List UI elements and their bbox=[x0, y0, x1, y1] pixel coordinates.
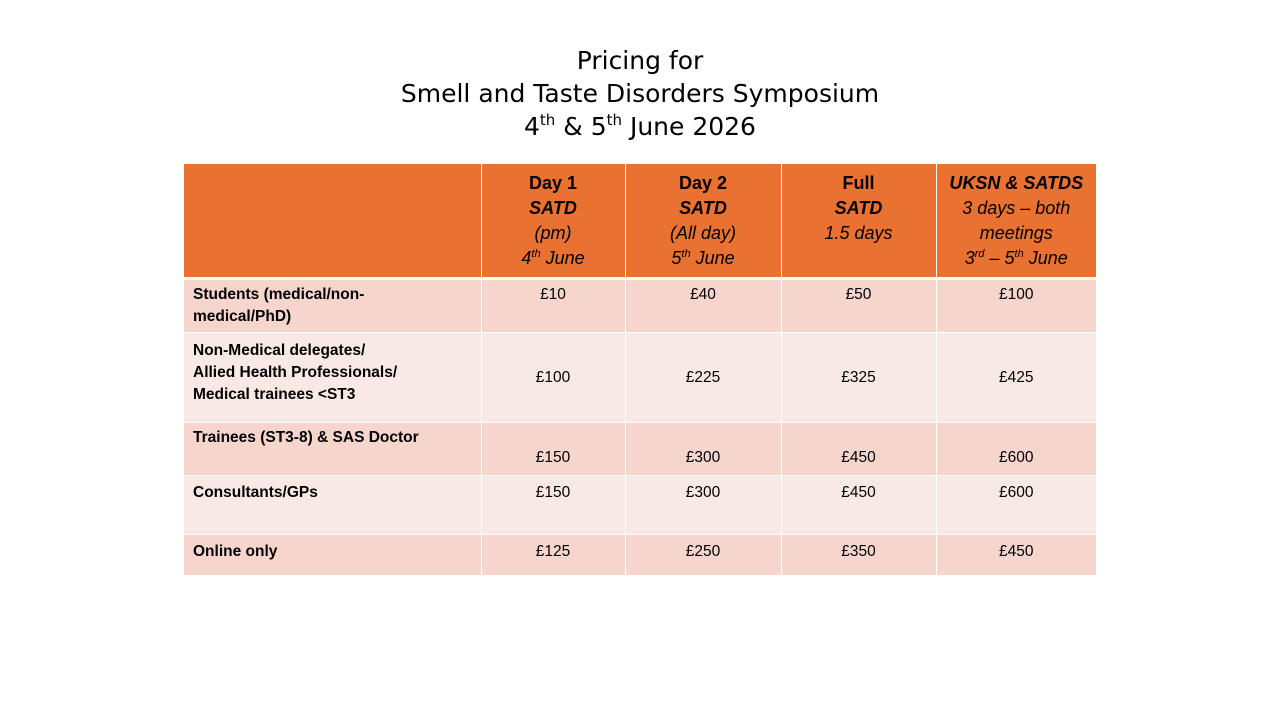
header-combined-date-month: June bbox=[1023, 248, 1068, 268]
price-cell: £425 bbox=[936, 333, 1096, 423]
price-cell: £50 bbox=[781, 279, 936, 333]
row-label-line: Students (medical/non- bbox=[193, 286, 365, 303]
row-label-line: Medical trainees <ST3 bbox=[193, 386, 356, 403]
header-day2-date-month: June bbox=[690, 248, 735, 268]
header-full-title: Full bbox=[842, 173, 875, 193]
header-combined-title: UKSN & SATDS bbox=[949, 173, 1084, 193]
header-cell-empty bbox=[184, 164, 481, 279]
row-label-online bbox=[184, 535, 481, 576]
row-label-students bbox=[184, 279, 481, 333]
price-cell: £325 bbox=[781, 333, 936, 423]
header-day1-date bbox=[486, 246, 621, 271]
price-cell: £150 bbox=[481, 423, 625, 476]
pricing-table bbox=[184, 164, 1096, 576]
header-day1-session: (pm) bbox=[534, 223, 572, 243]
header-combined-date-suffix-2: th bbox=[1014, 248, 1024, 260]
row-label-line: Trainees (ST3-8) & SAS Doctor bbox=[193, 429, 419, 446]
price-cell: £40 bbox=[625, 279, 781, 333]
title-date-suffix-1: th bbox=[539, 111, 556, 129]
title-date-suffix-2: th bbox=[606, 111, 622, 129]
header-day2-event: SATD bbox=[679, 198, 727, 218]
table-row bbox=[184, 423, 1096, 476]
header-day2-date bbox=[630, 246, 777, 271]
table-row bbox=[184, 279, 1096, 333]
header-full-duration: 1.5 days bbox=[824, 223, 893, 243]
price-cell: £250 bbox=[625, 535, 781, 576]
row-label-line: Consultants/GPs bbox=[193, 484, 318, 501]
title-line-3 bbox=[0, 110, 1280, 143]
header-day1-date-num: 4 bbox=[521, 248, 532, 268]
header-combined-meetings: meetings bbox=[979, 223, 1053, 243]
header-day1-title: Day 1 bbox=[528, 173, 578, 193]
header-cell-combined bbox=[936, 164, 1096, 279]
row-label-line: Online only bbox=[193, 543, 278, 560]
header-day2-date-num: 5 bbox=[671, 248, 682, 268]
header-full-event: SATD bbox=[834, 198, 883, 218]
header-combined-date-end: – 5 bbox=[984, 248, 1015, 268]
header-combined-date-start: 3 bbox=[964, 248, 975, 268]
table-row bbox=[184, 535, 1096, 576]
header-row bbox=[184, 164, 1096, 279]
header-combined-dates bbox=[941, 246, 1093, 271]
header-combined-date-suffix-1: rd bbox=[974, 248, 985, 260]
row-label-line: Non-Medical delegates/ bbox=[193, 342, 366, 359]
price-cell: £100 bbox=[481, 333, 625, 423]
price-cell: £125 bbox=[481, 535, 625, 576]
price-cell: £300 bbox=[625, 476, 781, 535]
title-date-amp: & 5 bbox=[555, 112, 607, 141]
price-cell: £10 bbox=[481, 279, 625, 333]
header-combined-duration: 3 days – both bbox=[962, 198, 1071, 218]
row-label-line: medical/PhD) bbox=[193, 308, 292, 325]
table-row bbox=[184, 333, 1096, 423]
header-cell-full bbox=[781, 164, 936, 279]
price-cell: £225 bbox=[625, 333, 781, 423]
price-cell: £450 bbox=[781, 476, 936, 535]
page-title bbox=[0, 44, 1280, 143]
header-cell-day1 bbox=[481, 164, 625, 279]
price-cell: £450 bbox=[781, 423, 936, 476]
title-date-rest: June 2026 bbox=[622, 112, 756, 141]
header-cell-day2 bbox=[625, 164, 781, 279]
header-day2-date-suffix: th bbox=[681, 248, 691, 260]
row-label-line: Allied Health Professionals/ bbox=[193, 364, 398, 381]
row-label-non-medical bbox=[184, 333, 481, 423]
title-line-1: Pricing for bbox=[576, 46, 704, 75]
header-day1-event: SATD bbox=[529, 198, 577, 218]
price-cell: £100 bbox=[936, 279, 1096, 333]
price-cell: £350 bbox=[781, 535, 936, 576]
price-cell: £300 bbox=[625, 423, 781, 476]
price-cell: £600 bbox=[936, 423, 1096, 476]
header-day2-session: (All day) bbox=[669, 223, 736, 243]
price-cell: £450 bbox=[936, 535, 1096, 576]
title-line-2: Smell and Taste Disorders Symposium bbox=[400, 79, 880, 108]
table-row bbox=[184, 476, 1096, 535]
price-cell: £150 bbox=[481, 476, 625, 535]
header-day1-date-suffix: th bbox=[531, 248, 541, 260]
header-day2-title: Day 2 bbox=[678, 173, 728, 193]
row-label-consultants bbox=[184, 476, 481, 535]
row-label-trainees bbox=[184, 423, 481, 476]
header-day1-date-month: June bbox=[540, 248, 585, 268]
title-date-day1: 4 bbox=[524, 112, 540, 141]
price-cell: £600 bbox=[936, 476, 1096, 535]
